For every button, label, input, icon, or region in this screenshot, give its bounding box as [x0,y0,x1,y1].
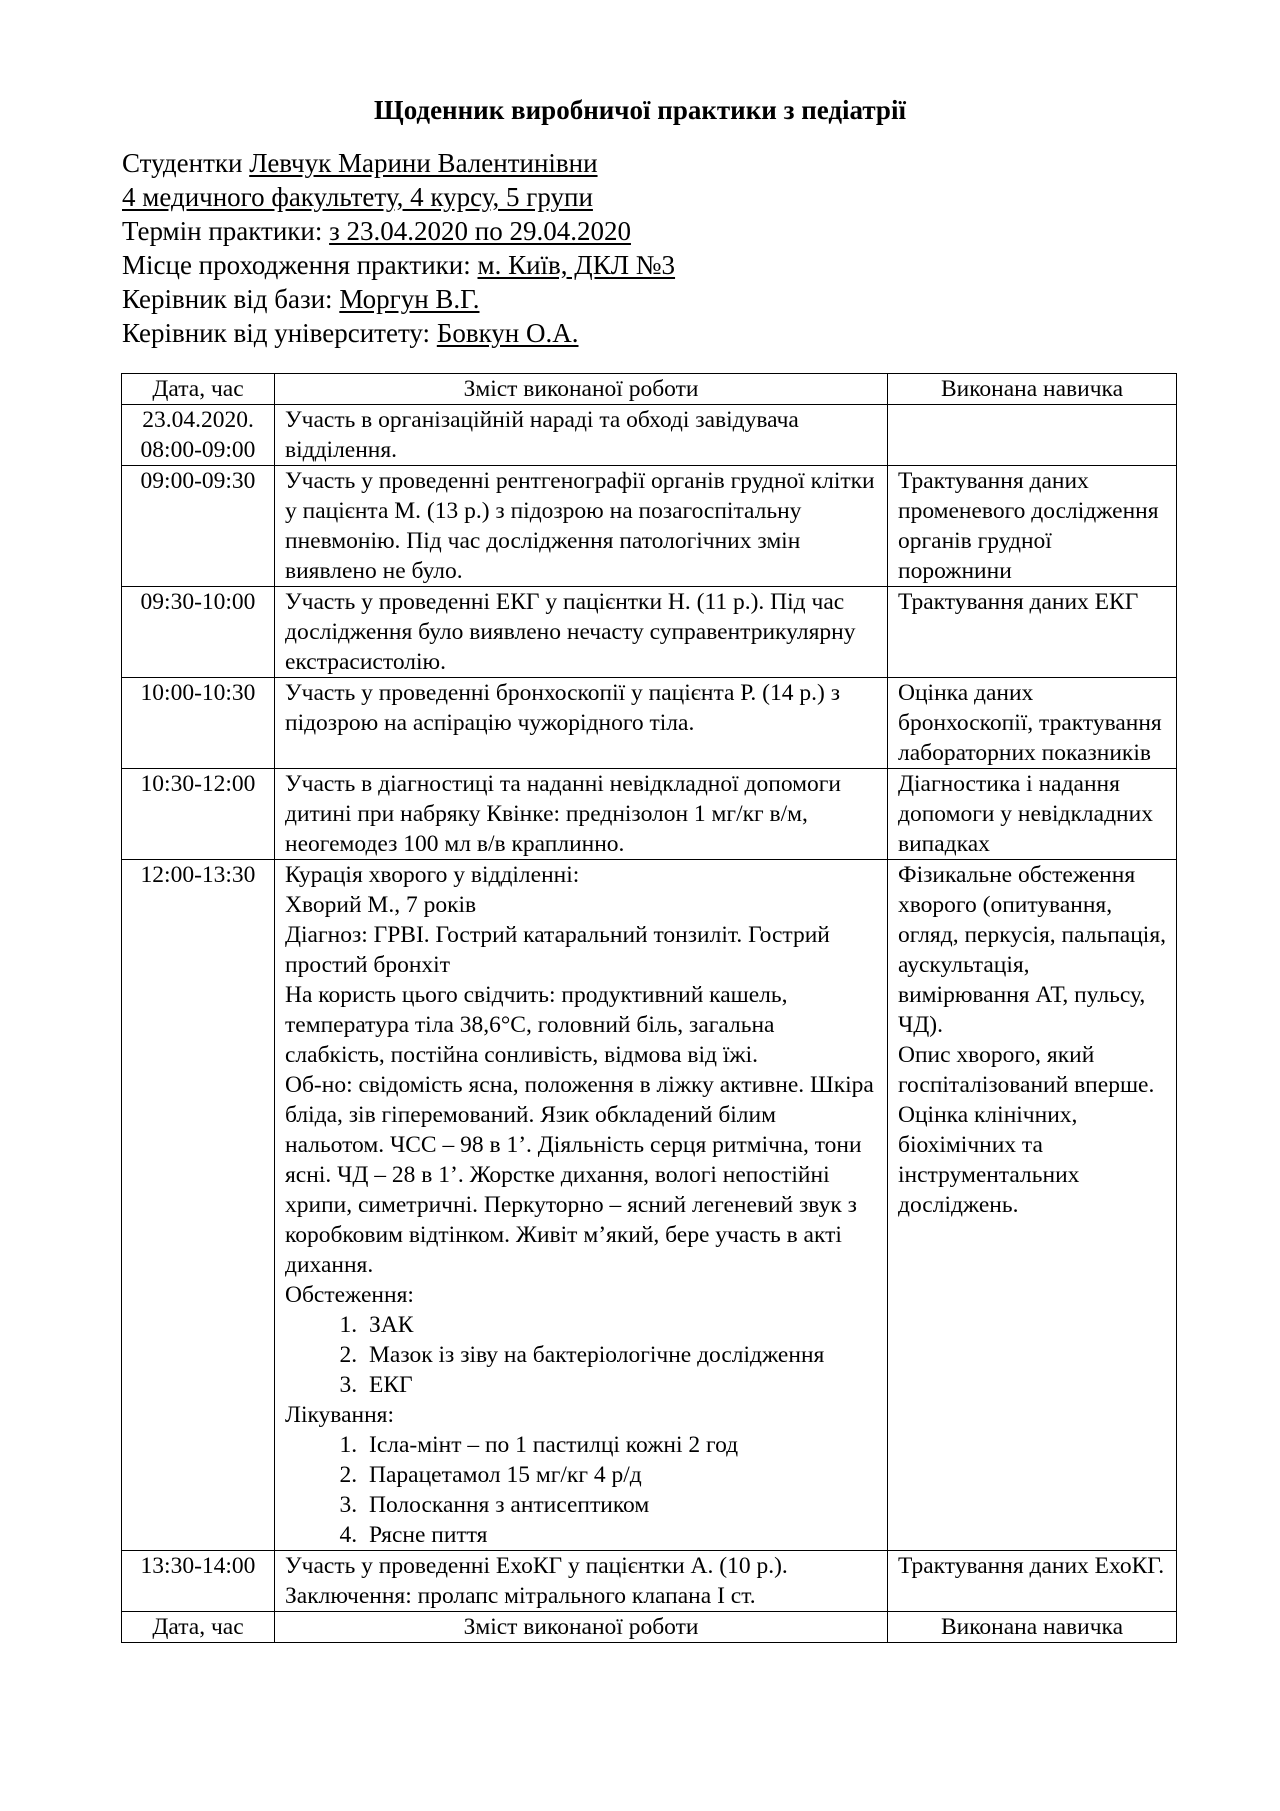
table-row [122,466,1177,587]
work-cell: Участь у проведенні ЕКГ у пацієнтки Н. (11 р.). Під час дослідження було виявлено нечасту суправентрикулярну екстрасистолію. [275,587,888,678]
skill-paragraph: Фізикальне обстеження хворого (опитування, огляд, перкусія, пальпація, аускультація, вимірювання АТ, пульсу, ЧД). [898,862,1167,1038]
base-head-label: Керівник від бази: [122,284,333,314]
table-row [122,1551,1177,1612]
student-line [122,146,675,180]
objective-paragraph: Об-но: свідомість ясна, положення в ліжку активне. Шкіра бліда, зів гіперемований. Язик обкладений білим нальотом. ЧСС – 98 в 1’. Діяльність серця ритмічна, тони ясні. ЧД – 28 в 1’. Жорстке дихання, вологі непостійні хрипи, симетричні. Перкуторно – ясний легеневий звук з коробковим відтінком. Живіт м’який, бере участь в акті дихання. [285,1072,874,1278]
table-row [122,587,1177,678]
header-skill: Виконана навичка [888,374,1177,405]
table-header-row [122,374,1177,405]
list-item: 2. Мазок із зіву на бактеріологічне дослідження [363,1340,877,1370]
list-item: 3. ЕКГ [363,1370,877,1400]
work-cell [275,860,888,1551]
header-work: Зміст виконаної роботи [275,374,888,405]
uni-head-label: Керівник від університету: [122,318,431,348]
practice-diary-table [121,373,1177,1643]
base-head-line [122,282,675,316]
work-cell: Участь у проведенні рентгенографії органів грудної клітки у пацієнта М. (13 р.) з підозрою на позагоспітальну пневмонію. Під час дослідження патологічних змін виявлено не було. [275,466,888,587]
table-row [122,678,1177,769]
place-label: Місце проходження практики: [122,250,471,280]
skill-cell: Трактування даних ЕКГ [888,587,1177,678]
symptoms-paragraph: На користь цього свідчить: продуктивний кашель, температура тіла 38,6°С, головний біль, загальна слабкість, постійна сонливість, відмова від їжі. [285,982,788,1068]
date-value: 23.04.2020. [142,407,254,433]
uni-head-value: Бовкун О.А. [436,318,579,348]
exam-list [285,1310,877,1400]
date-cell [122,405,275,466]
diagnosis-line: Діагноз: ГРВІ. Гострий катаральний тонзиліт. Гострий простий бронхіт [285,922,830,978]
work-cell: Участь в діагностиці та наданні невідкладної допомоги дитині при набряку Квінке: преднізолон 1 мг/кг в/м, неогемодез 100 мл в/в краплинно. [275,769,888,860]
footer-header-date: Дата, час [122,1612,275,1643]
student-label: Студентки [122,148,243,178]
student-info [122,146,675,350]
exam-label: Обстеження: [285,1282,414,1308]
skill-cell: Трактування даних променевого дослідження органів грудної порожнини [888,466,1177,587]
patient-line: Хворий М., 7 років [285,892,477,918]
time-value: 08:00-09:00 [140,437,256,463]
list-item: 4. Рясне пиття [363,1520,877,1550]
work-line: Заключення: пролапс мітрального клапана І ст. [285,1583,756,1609]
skill-cell: Трактування даних ЕхоКГ. [888,1551,1177,1612]
list-item: 1. Ісла-мінт – по 1 пастилці кожні 2 год [363,1430,877,1460]
date-cell: 12:00-13:30 [122,860,275,1551]
term-label: Термін практики: [122,216,323,246]
skill-cell [888,860,1177,1551]
date-cell: 10:30-12:00 [122,769,275,860]
student-name: Левчук Марини Валентинівни [249,148,598,178]
work-line: Участь у проведенні ЕхоКГ у пацієнтки А. (10 р.). [285,1553,788,1579]
treatment-label: Лікування: [285,1402,395,1428]
treatment-list [285,1430,877,1550]
faculty-value: 4 медичного факультету, 4 курсу, 5 групи [122,182,593,212]
list-item: 2. Парацетамол 15 мг/кг 4 р/д [363,1460,877,1490]
curation-title: Курація хворого у відділенні: [285,862,580,888]
skill-cell: Діагностика і надання допомоги у невідкладних випадках [888,769,1177,860]
table-row [122,769,1177,860]
table-footer-header-row [122,1612,1177,1643]
date-cell: 09:30-10:00 [122,587,275,678]
work-cell: Участь у проведенні бронхоскопії у пацієнта Р. (14 р.) з підозрою на аспірацію чужорідного тіла. [275,678,888,769]
faculty-line [122,180,675,214]
header-date: Дата, час [122,374,275,405]
term-line [122,214,675,248]
list-item: 3. Полоскання з антисептиком [363,1490,877,1520]
document-title: Щоденник виробничої практики з педіатрії [374,95,906,125]
footer-header-skill: Виконана навичка [888,1612,1177,1643]
date-cell: 13:30-14:00 [122,1551,275,1612]
list-item: 1. ЗАК [363,1310,877,1340]
table-row [122,860,1177,1551]
skill-cell [888,405,1177,466]
footer-header-work: Зміст виконаної роботи [275,1612,888,1643]
skill-paragraph: Опис хворого, який госпіталізований вперше. [898,1042,1155,1098]
work-cell [275,1551,888,1612]
place-value: м. Київ, ДКЛ №3 [477,250,676,280]
date-cell: 10:00-10:30 [122,678,275,769]
date-cell: 09:00-09:30 [122,466,275,587]
skill-cell: Оцінка даних бронхоскопії, трактування лабораторних показників [888,678,1177,769]
base-head-value: Моргун В.Г. [339,284,480,314]
uni-head-line [122,316,675,350]
skill-paragraph: Оцінка клінічних, біохімічних та інструментальних досліджень. [898,1102,1080,1218]
place-line [122,248,675,282]
work-cell: Участь в організаційній нараді та обході завідувача відділення. [275,405,888,466]
term-value: з 23.04.2020 по 29.04.2020 [329,216,631,246]
table-row [122,405,1177,466]
